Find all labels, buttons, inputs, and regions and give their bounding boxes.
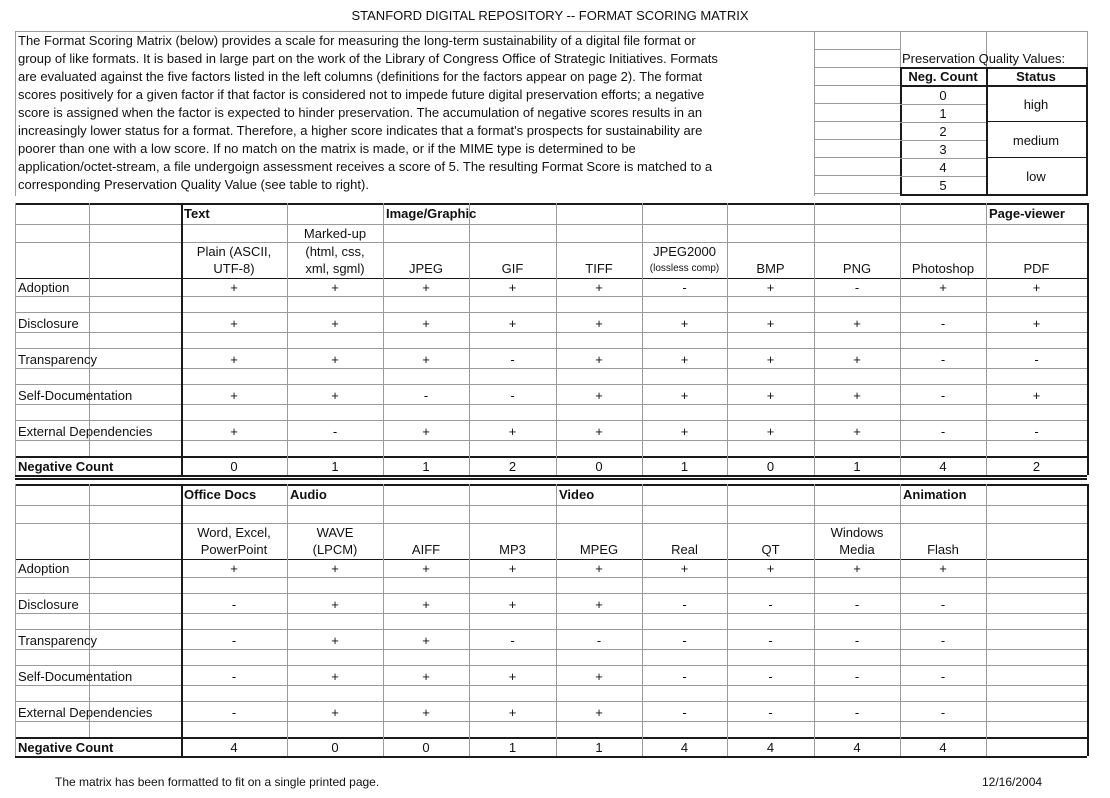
footer-note: The matrix has been formatted to fit on a single printed page. bbox=[55, 775, 380, 789]
grid-hline bbox=[15, 593, 1087, 594]
grid-hline bbox=[15, 478, 1087, 480]
score-cell: - bbox=[682, 669, 687, 684]
format-name: (html, css, bbox=[305, 244, 365, 259]
score-cell: + bbox=[508, 280, 517, 295]
grid-vline bbox=[15, 484, 16, 756]
grid-hline bbox=[15, 368, 1087, 369]
score-cell: + bbox=[680, 316, 689, 331]
grid-hline bbox=[15, 721, 1087, 722]
negative-count-value: 1 bbox=[422, 459, 430, 474]
grid-hline bbox=[814, 67, 900, 68]
format-name: PDF bbox=[1023, 261, 1050, 276]
score-cell: + bbox=[331, 561, 339, 576]
score-cell: - bbox=[768, 705, 773, 720]
score-cell: + bbox=[595, 352, 603, 367]
score-cell: + bbox=[1032, 388, 1041, 403]
score-cell: + bbox=[230, 424, 238, 439]
score-cell: + bbox=[939, 561, 947, 576]
score-cell: + bbox=[853, 352, 861, 367]
score-cell: + bbox=[853, 316, 861, 331]
grid-hline bbox=[814, 157, 900, 158]
format-name: Flash bbox=[927, 542, 959, 557]
group-label: Page-viewer bbox=[989, 206, 1065, 221]
format-name: Media bbox=[839, 542, 875, 557]
grid-hline bbox=[15, 296, 1087, 297]
grid-vline bbox=[15, 203, 16, 475]
grid-hline bbox=[814, 85, 900, 86]
negative-count-value: 0 bbox=[766, 459, 775, 474]
score-cell: - bbox=[231, 669, 237, 684]
grid-hline bbox=[15, 505, 1087, 506]
score-cell: - bbox=[510, 352, 515, 367]
score-cell: - bbox=[510, 633, 515, 648]
format-name: QT bbox=[761, 542, 780, 557]
score-cell: + bbox=[230, 280, 238, 295]
score-cell: - bbox=[854, 633, 860, 648]
score-cell: - bbox=[940, 424, 946, 439]
factor-label: External Dependencies bbox=[18, 424, 153, 439]
grid-hline bbox=[15, 332, 1087, 333]
intro-paragraph bbox=[18, 32, 810, 194]
score-cell: + bbox=[331, 633, 339, 648]
score-cell: + bbox=[853, 388, 861, 403]
grid-hline bbox=[15, 629, 1087, 630]
score-cell: + bbox=[766, 388, 775, 403]
factor-label: Disclosure bbox=[18, 316, 79, 331]
negative-count-value: 1 bbox=[331, 459, 339, 474]
score-cell: - bbox=[940, 633, 946, 648]
score-cell: + bbox=[766, 561, 775, 576]
score-cell: - bbox=[423, 388, 429, 403]
score-cell: - bbox=[940, 388, 946, 403]
score-cell: + bbox=[853, 561, 861, 576]
score-cell: + bbox=[680, 352, 689, 367]
score-cell: + bbox=[939, 280, 947, 295]
grid-hline bbox=[15, 577, 1087, 578]
factor-label: Disclosure bbox=[18, 597, 79, 612]
score-cell: + bbox=[508, 561, 517, 576]
grid-hline bbox=[15, 404, 1087, 405]
grid-hline bbox=[15, 420, 1087, 421]
grid-hline bbox=[900, 194, 1088, 196]
score-cell: + bbox=[508, 597, 517, 612]
score-cell: + bbox=[331, 280, 339, 295]
score-cell: + bbox=[680, 561, 689, 576]
negative-count-value: 4 bbox=[766, 740, 775, 755]
score-cell: + bbox=[422, 316, 430, 331]
score-cell: + bbox=[595, 316, 603, 331]
format-name: MP3 bbox=[499, 542, 526, 557]
format-name: UTF-8) bbox=[213, 261, 255, 276]
grid-vline bbox=[89, 203, 90, 456]
intro-line: group of like formats. It is based in large part on the work of the Library of Congress Office of Strategic Initiatives. Formats bbox=[18, 51, 718, 66]
score-cell: + bbox=[595, 669, 603, 684]
score-cell: + bbox=[680, 388, 689, 403]
group-label: Office Docs bbox=[184, 487, 257, 502]
pqv-count: 1 bbox=[939, 106, 947, 121]
score-cell: - bbox=[682, 597, 687, 612]
format-name: MPEG bbox=[579, 542, 619, 557]
grid-hline bbox=[15, 384, 1087, 385]
score-cell: + bbox=[853, 424, 861, 439]
score-cell: - bbox=[854, 705, 860, 720]
factor-label: Self-Documentation bbox=[18, 669, 133, 684]
intro-line: poorer than one with a low score. If no match on the matrix is made, or if the MIME type is determined to be bbox=[18, 141, 636, 156]
negative-count-value: 4 bbox=[853, 740, 861, 755]
grid-hline bbox=[15, 665, 1087, 666]
intro-line: application/octet-stream, a file undergoign assessment receives a score of 5. The resulting Format Score is matched to a bbox=[18, 159, 713, 174]
score-cell: + bbox=[595, 705, 603, 720]
format-name: Real bbox=[671, 542, 698, 557]
intro-line: increasingly lower status for a format. Therefore, a higher score indicates that a format's prospects for sustainability are bbox=[18, 123, 703, 138]
score-cell: - bbox=[231, 597, 237, 612]
score-cell: + bbox=[766, 352, 775, 367]
grid-vline bbox=[1087, 203, 1089, 475]
grid-vline bbox=[1087, 484, 1089, 756]
pqv-header-status: Status bbox=[1016, 69, 1056, 84]
group-label: Video bbox=[559, 487, 595, 502]
score-cell: - bbox=[1034, 424, 1039, 439]
negative-count-value: 2 bbox=[508, 459, 517, 474]
format-name: BMP bbox=[756, 261, 785, 276]
grid-hline bbox=[814, 49, 900, 50]
score-cell: + bbox=[331, 705, 339, 720]
format-name: PowerPoint bbox=[200, 542, 268, 557]
score-cell: - bbox=[940, 597, 946, 612]
pqv-status: medium bbox=[1012, 133, 1060, 148]
score-cell: - bbox=[768, 669, 773, 684]
page-title: STANFORD DIGITAL REPOSITORY -- FORMAT SCORING MATRIX bbox=[351, 8, 749, 23]
score-cell: + bbox=[422, 597, 430, 612]
score-cell: + bbox=[331, 316, 339, 331]
negative-count-value: 4 bbox=[939, 740, 947, 755]
pqv-count: 2 bbox=[939, 124, 947, 139]
format-name: (LPCM) bbox=[312, 542, 358, 557]
negative-count-value: 1 bbox=[853, 459, 861, 474]
format-name: Plain (ASCII, bbox=[196, 244, 272, 259]
intro-line: are evaluated against the five factors listed in the left columns (definitions for the factors appear on page 2). The format bbox=[18, 69, 703, 84]
score-cell: + bbox=[422, 352, 430, 367]
grid-hline bbox=[15, 348, 1087, 349]
grid-hline bbox=[986, 157, 1086, 158]
negative-count-value: 0 bbox=[422, 740, 430, 755]
score-cell: + bbox=[680, 424, 689, 439]
score-cell: + bbox=[422, 424, 430, 439]
score-cell: + bbox=[508, 669, 517, 684]
score-cell: + bbox=[422, 669, 430, 684]
grid-vline bbox=[814, 31, 815, 196]
format-name: AIFF bbox=[411, 542, 441, 557]
score-cell: - bbox=[231, 633, 237, 648]
score-cell: - bbox=[768, 597, 773, 612]
intro-line: scores positively for a given factor if that factor is considered not to impede future digital preservation efforts; a negative bbox=[18, 87, 705, 102]
score-cell: + bbox=[331, 597, 339, 612]
score-cell: + bbox=[230, 316, 238, 331]
factor-label: Transparency bbox=[18, 633, 97, 648]
score-cell: + bbox=[766, 316, 775, 331]
factor-label: Transparency bbox=[18, 352, 97, 367]
format-name: GIF bbox=[501, 261, 524, 276]
negative-count-value: 1 bbox=[508, 740, 517, 755]
score-cell: + bbox=[422, 280, 430, 295]
score-cell: + bbox=[595, 280, 603, 295]
pqv-count: 4 bbox=[939, 160, 947, 175]
grid-hline bbox=[814, 139, 900, 140]
score-cell: - bbox=[768, 633, 773, 648]
pqv-status: low bbox=[1026, 169, 1046, 184]
grid-hline bbox=[814, 193, 900, 194]
grid-hline bbox=[814, 175, 900, 176]
score-cell: - bbox=[682, 705, 687, 720]
grid-hline bbox=[15, 613, 1087, 614]
score-cell: + bbox=[422, 561, 430, 576]
score-cell: + bbox=[595, 424, 603, 439]
group-label: Image/Graphic bbox=[386, 206, 477, 221]
grid-vline bbox=[15, 31, 16, 196]
grid-hline bbox=[15, 242, 1087, 243]
score-cell: - bbox=[854, 280, 860, 295]
grid-hline bbox=[15, 649, 1087, 650]
score-cell: + bbox=[230, 561, 238, 576]
grid-hline bbox=[15, 224, 1087, 225]
format-name: Word, Excel, bbox=[197, 525, 271, 540]
grid-hline bbox=[15, 203, 1087, 205]
grid-hline bbox=[15, 475, 1087, 477]
score-cell: + bbox=[331, 388, 339, 403]
pqv-header-count: Neg. Count bbox=[908, 69, 978, 84]
score-cell: + bbox=[508, 424, 517, 439]
score-cell: + bbox=[422, 633, 430, 648]
group-label: Animation bbox=[903, 487, 967, 502]
group-label: Text bbox=[184, 206, 210, 221]
pqv-count: 5 bbox=[939, 178, 947, 193]
grid-hline bbox=[15, 685, 1087, 686]
intro-line: score is assigned when the factor is expected to hinder preservation. The accumulation of negative scores results in an bbox=[18, 105, 703, 120]
score-cell: + bbox=[1032, 280, 1041, 295]
score-cell: + bbox=[422, 705, 430, 720]
negative-count-label: Negative Count bbox=[18, 459, 114, 474]
score-cell: - bbox=[854, 669, 860, 684]
format-name: JPEG2000 bbox=[653, 244, 716, 259]
format-name: Photoshop bbox=[911, 261, 975, 276]
format-name: TIFF bbox=[585, 261, 613, 276]
score-cell: - bbox=[940, 352, 946, 367]
format-name: WAVE bbox=[316, 525, 354, 540]
score-cell: + bbox=[595, 597, 603, 612]
score-cell: - bbox=[854, 597, 860, 612]
footer-date: 12/16/2004 bbox=[982, 775, 1043, 789]
pqv-count: 0 bbox=[939, 88, 947, 103]
grid-hline bbox=[814, 103, 900, 104]
score-cell: - bbox=[596, 633, 602, 648]
format-name: Marked-up bbox=[303, 226, 367, 241]
score-cell: - bbox=[332, 424, 338, 439]
negative-count-value: 0 bbox=[230, 459, 238, 474]
score-cell: - bbox=[940, 316, 946, 331]
grid-hline bbox=[15, 523, 1087, 524]
negative-count-value: 4 bbox=[680, 740, 689, 755]
format-name: (lossless comp) bbox=[649, 263, 720, 274]
negative-count-value: 0 bbox=[595, 459, 603, 474]
score-cell: - bbox=[682, 633, 687, 648]
pqv-caption: Preservation Quality Values: bbox=[902, 51, 1066, 66]
score-cell: + bbox=[331, 669, 339, 684]
score-cell: - bbox=[510, 388, 515, 403]
grid-hline bbox=[814, 121, 900, 122]
score-cell: + bbox=[1032, 316, 1041, 331]
negative-count-label: Negative Count bbox=[18, 740, 114, 755]
negative-count-value: 1 bbox=[680, 459, 689, 474]
format-name: PNG bbox=[842, 261, 872, 276]
grid-hline bbox=[986, 121, 1086, 122]
format-name: xml, sgml) bbox=[305, 261, 365, 276]
negative-count-value: 4 bbox=[230, 740, 238, 755]
score-cell: - bbox=[1034, 352, 1039, 367]
score-cell: - bbox=[682, 280, 687, 295]
score-cell: - bbox=[940, 705, 946, 720]
pqv-status: high bbox=[1023, 97, 1049, 112]
grid-vline bbox=[986, 484, 987, 756]
grid-hline bbox=[15, 701, 1087, 702]
format-name: Windows bbox=[830, 525, 884, 540]
pqv-count: 3 bbox=[939, 142, 947, 157]
negative-count-value: 1 bbox=[595, 740, 603, 755]
score-cell: - bbox=[940, 669, 946, 684]
score-cell: + bbox=[331, 352, 339, 367]
score-cell: + bbox=[595, 561, 603, 576]
negative-count-value: 4 bbox=[939, 459, 947, 474]
score-cell: + bbox=[508, 316, 517, 331]
score-cell: + bbox=[766, 424, 775, 439]
score-cell: + bbox=[230, 352, 238, 367]
factor-label: Self-Documentation bbox=[18, 388, 133, 403]
negative-count-value: 2 bbox=[1032, 459, 1041, 474]
grid-hline bbox=[15, 756, 1087, 758]
format-name: JPEG bbox=[409, 261, 443, 276]
grid-hline bbox=[15, 31, 1087, 32]
score-cell: + bbox=[508, 705, 517, 720]
score-cell: + bbox=[230, 388, 238, 403]
grid-vline bbox=[89, 484, 90, 737]
factor-label: Adoption bbox=[18, 280, 70, 295]
grid-hline bbox=[15, 312, 1087, 313]
intro-line: corresponding Preservation Quality Value (see table to right). bbox=[18, 177, 369, 192]
score-cell: + bbox=[595, 388, 603, 403]
negative-count-value: 0 bbox=[331, 740, 339, 755]
intro-line: The Format Scoring Matrix (below) provides a scale for measuring the long-term sustainability of a digital file format or bbox=[18, 33, 696, 48]
grid-hline bbox=[15, 440, 1087, 441]
score-cell: - bbox=[231, 705, 237, 720]
score-cell: + bbox=[766, 280, 775, 295]
factor-label: Adoption bbox=[18, 561, 70, 576]
factor-label: External Dependencies bbox=[18, 705, 153, 720]
group-label: Audio bbox=[290, 487, 327, 502]
